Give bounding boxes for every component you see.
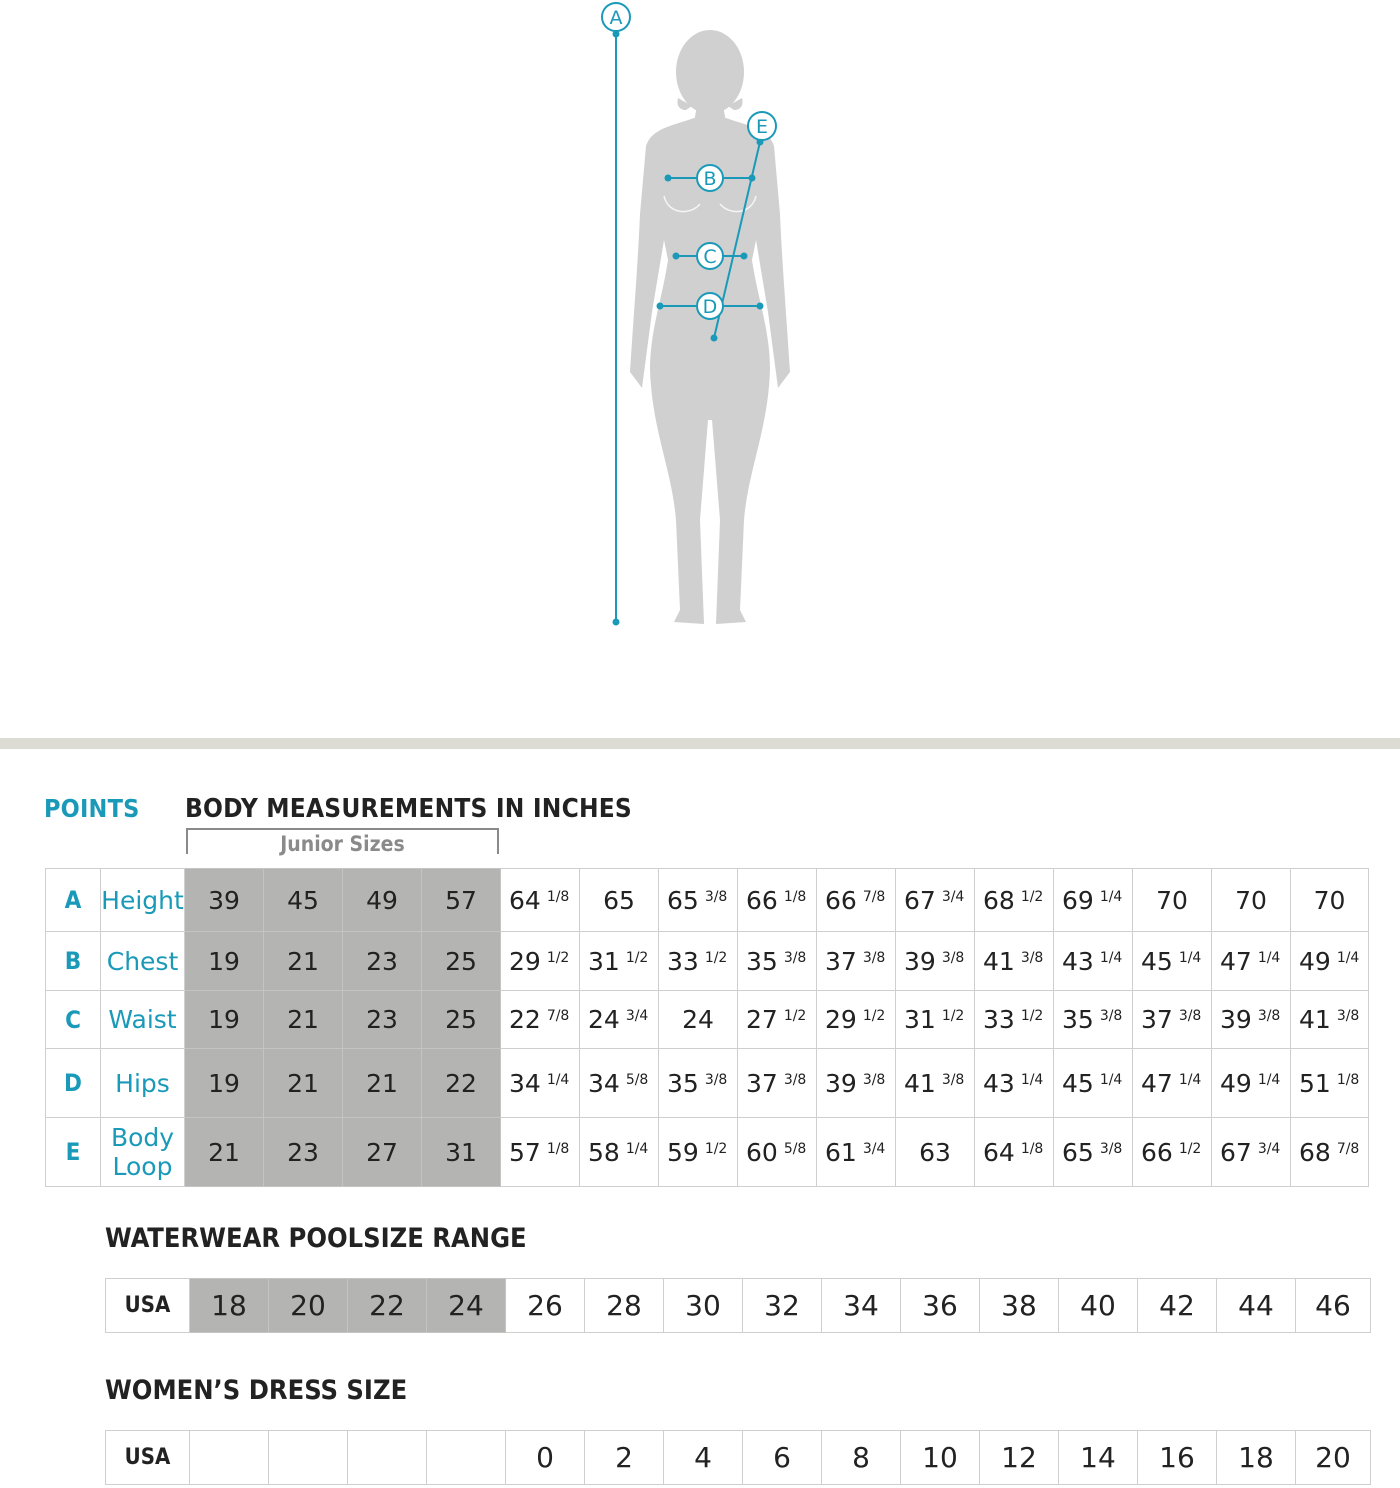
measurement-row (46, 932, 1369, 991)
size-value: 65 (1062, 1137, 1094, 1167)
size-cell (738, 991, 817, 1049)
size-value: 64 (509, 885, 541, 915)
size-cell (817, 869, 896, 932)
size-cell (1291, 932, 1369, 991)
size-cell (1291, 991, 1369, 1049)
poolsize-table (105, 1278, 1371, 1333)
size-value: 24 (588, 1005, 620, 1034)
size-value: 41 (904, 1068, 936, 1098)
size-value: 66 (746, 885, 778, 915)
size-value: 67 (904, 885, 936, 915)
size-cell (348, 1431, 427, 1485)
size-fraction: 1/8 (546, 1140, 570, 1157)
size-cell: 38 (980, 1279, 1059, 1333)
size-fraction: 1/8 (546, 888, 570, 905)
junior-size-cell (422, 932, 501, 991)
size-fraction: 3/8 (783, 1071, 807, 1088)
size-cell (896, 1049, 975, 1118)
size-value: 68 (983, 885, 1015, 915)
size-value: 57 (509, 1137, 541, 1167)
size-cell (501, 932, 580, 991)
size-value: 37 (1141, 1005, 1173, 1034)
size-value: 35 (667, 1068, 699, 1098)
size-fraction: 3/8 (704, 1071, 728, 1088)
size-value: 45 (1141, 946, 1173, 976)
junior-size-cell: 22 (348, 1279, 427, 1333)
measurement-name-text: Body (110, 1123, 175, 1152)
size-fraction: 7/8 (1336, 1140, 1360, 1157)
size-value: 39 (904, 946, 936, 976)
size-value: 41 (983, 946, 1015, 976)
junior-size-cell (343, 1118, 422, 1187)
junior-size-cell (264, 932, 343, 991)
size-value: 57 (445, 885, 477, 915)
size-fraction: 7/8 (546, 1008, 570, 1024)
size-fraction: 1/4 (1099, 949, 1123, 966)
size-value: 29 (825, 1005, 857, 1034)
point-letter: C (46, 991, 101, 1049)
size-fraction: 1/2 (704, 1140, 728, 1157)
marker-b-label: B (703, 168, 717, 190)
size-cell (817, 1118, 896, 1187)
junior-size-cell (264, 1049, 343, 1118)
measurement-name-text: Height (101, 885, 184, 915)
size-fraction: 1/2 (704, 949, 728, 966)
poolsize-heading: WATERWEAR POOLSIZE RANGE (105, 1223, 527, 1254)
size-fraction: 3/8 (1257, 1008, 1281, 1024)
junior-sizes-label: Junior Sizes (280, 832, 405, 856)
size-cell (896, 1118, 975, 1187)
size-cell: 26 (506, 1279, 585, 1333)
measurement-name (101, 1049, 185, 1118)
size-cell (580, 869, 659, 932)
size-value: 68 (1299, 1137, 1331, 1167)
size-value: 70 (1313, 885, 1346, 915)
junior-size-cell (422, 869, 501, 932)
size-fraction: 1/4 (1099, 888, 1123, 905)
size-cell: 14 (1059, 1431, 1138, 1485)
size-value: 22 (509, 1005, 541, 1034)
measurement-name-text: Hips (115, 1068, 170, 1098)
size-value: 37 (825, 946, 857, 976)
size-value: 47 (1220, 946, 1252, 976)
size-fraction: 5/8 (783, 1140, 807, 1157)
size-cell (1054, 991, 1133, 1049)
size-cell (1054, 1049, 1133, 1118)
size-cell (427, 1431, 506, 1485)
size-fraction: 3/8 (1336, 1008, 1360, 1024)
size-value: 35 (1062, 1005, 1094, 1034)
size-cell (580, 1049, 659, 1118)
size-value: 64 (983, 1137, 1015, 1167)
size-cell (817, 932, 896, 991)
size-fraction: 3/8 (783, 949, 807, 966)
size-cell: 28 (585, 1279, 664, 1333)
measurement-row (46, 991, 1369, 1049)
size-fraction: 3/4 (941, 888, 965, 905)
size-value: 23 (287, 1137, 319, 1167)
junior-sizes-bracket (186, 828, 499, 854)
size-value: 60 (746, 1137, 778, 1167)
size-value: 43 (1062, 946, 1094, 976)
dress-size-table (105, 1430, 1371, 1485)
junior-size-cell (185, 1118, 264, 1187)
size-value: 69 (1062, 885, 1094, 915)
size-fraction: 3/8 (1178, 1008, 1202, 1024)
size-fraction: 3/4 (625, 1008, 649, 1024)
size-value: 58 (588, 1137, 620, 1167)
junior-size-cell: 24 (427, 1279, 506, 1333)
size-value: 70 (1235, 885, 1267, 915)
size-value: 27 (746, 1005, 778, 1034)
size-fraction: 1/4 (1336, 949, 1360, 966)
junior-size-cell: 20 (269, 1279, 348, 1333)
points-heading: POINTS (44, 794, 140, 823)
size-value: 23 (366, 1005, 398, 1034)
size-cell (738, 1049, 817, 1118)
size-value: 19 (208, 1068, 240, 1098)
size-value: 70 (1156, 885, 1188, 915)
junior-size-cell (185, 869, 264, 932)
size-cell: 6 (743, 1431, 822, 1485)
junior-size-cell (343, 869, 422, 932)
point-letter: E (46, 1118, 101, 1187)
size-value: 25 (445, 1005, 477, 1034)
size-cell (1212, 991, 1291, 1049)
size-fraction: 1/2 (941, 1008, 965, 1024)
size-value: 49 (1220, 1068, 1252, 1098)
size-value: 45 (287, 885, 319, 915)
size-cell (1133, 1049, 1212, 1118)
size-cell: 4 (664, 1431, 743, 1485)
size-cell (1133, 869, 1212, 932)
size-fraction: 1/2 (783, 1008, 807, 1024)
size-value: 21 (287, 1005, 319, 1034)
size-cell: 10 (901, 1431, 980, 1485)
size-cell: 2 (585, 1431, 664, 1485)
size-value: 29 (509, 946, 541, 976)
size-cell: 8 (822, 1431, 901, 1485)
junior-size-cell (185, 991, 264, 1049)
size-fraction: 1/4 (1020, 1071, 1044, 1088)
size-value: 49 (366, 885, 398, 915)
size-cell: 34 (822, 1279, 901, 1333)
size-cell (896, 991, 975, 1049)
size-value: 49 (1299, 946, 1331, 976)
dress-size-row (106, 1431, 1371, 1485)
size-cell (1291, 869, 1369, 932)
size-value: 19 (208, 946, 240, 976)
measurement-name-text: Chest (106, 946, 179, 976)
size-value: 39 (208, 885, 240, 915)
size-cell (659, 932, 738, 991)
size-value: 34 (588, 1068, 620, 1098)
size-value: 33 (667, 946, 699, 976)
size-cell (975, 1118, 1054, 1187)
junior-size-cell (343, 932, 422, 991)
poolsize-row (106, 1279, 1371, 1333)
size-value: 39 (1220, 1005, 1252, 1034)
size-cell (817, 991, 896, 1049)
size-cell: 36 (901, 1279, 980, 1333)
size-cell (1212, 1118, 1291, 1187)
size-cell (975, 991, 1054, 1049)
size-cell (975, 932, 1054, 991)
measurement-name-text: Loop (112, 1152, 173, 1181)
size-cell (501, 991, 580, 1049)
size-cell: 30 (664, 1279, 743, 1333)
size-fraction: 3/8 (1020, 949, 1044, 966)
size-fraction: 1/2 (1020, 888, 1044, 905)
size-cell (1291, 1049, 1369, 1118)
size-cell (580, 1118, 659, 1187)
size-value: 35 (746, 946, 778, 976)
size-value: 65 (667, 885, 699, 915)
size-cell: 32 (743, 1279, 822, 1333)
size-fraction: 3/8 (1099, 1008, 1123, 1024)
point-letter: A (46, 869, 101, 932)
size-cell (1054, 1118, 1133, 1187)
size-value: 63 (919, 1137, 951, 1167)
size-cell: 0 (506, 1431, 585, 1485)
size-cell (1291, 1118, 1369, 1187)
junior-size-cell (343, 991, 422, 1049)
junior-size-cell (422, 991, 501, 1049)
size-fraction: 1/8 (1020, 1140, 1044, 1157)
size-cell (1133, 932, 1212, 991)
dress-size-heading: WOMEN’S DRESS SIZE (105, 1375, 408, 1406)
size-fraction: 1/4 (625, 1140, 649, 1157)
size-fraction: 1/4 (1099, 1071, 1123, 1088)
usa-label: USA (106, 1431, 190, 1485)
marker-d-label: D (702, 296, 718, 318)
size-value: 65 (603, 885, 635, 915)
junior-size-cell (185, 932, 264, 991)
size-fraction: 5/8 (625, 1071, 649, 1088)
size-cell: 40 (1059, 1279, 1138, 1333)
size-fraction: 1/4 (1178, 1071, 1202, 1088)
size-fraction: 1/4 (1178, 949, 1202, 966)
size-fraction: 1/2 (546, 949, 570, 966)
size-cell (1133, 1118, 1212, 1187)
size-value: 39 (825, 1068, 857, 1098)
marker-c-label: C (703, 246, 717, 268)
size-cell (659, 869, 738, 932)
size-value: 21 (287, 946, 319, 976)
size-fraction: 7/8 (862, 888, 886, 905)
size-value: 59 (667, 1137, 699, 1167)
measurement-row (46, 1118, 1369, 1187)
size-value: 34 (509, 1068, 541, 1098)
usa-label: USA (106, 1279, 190, 1333)
size-fraction: 3/8 (862, 949, 886, 966)
point-letter: D (46, 1049, 101, 1118)
size-cell (190, 1431, 269, 1485)
junior-size-cell (185, 1049, 264, 1118)
junior-size-cell: 18 (190, 1279, 269, 1333)
measurement-name (101, 932, 185, 991)
size-fraction: 1/4 (1257, 949, 1281, 966)
size-value: 45 (1062, 1068, 1094, 1098)
size-cell: 44 (1217, 1279, 1296, 1333)
size-fraction: 1/4 (1257, 1071, 1281, 1088)
size-fraction: 3/8 (941, 1071, 965, 1088)
junior-size-cell (264, 869, 343, 932)
size-cell (975, 869, 1054, 932)
size-cell: 46 (1296, 1279, 1371, 1333)
size-fraction: 1/2 (862, 1008, 886, 1024)
size-value: 21 (287, 1068, 319, 1098)
size-cell (659, 1118, 738, 1187)
junior-size-cell (422, 1049, 501, 1118)
marker-a-label: A (609, 7, 623, 29)
size-cell: 42 (1138, 1279, 1217, 1333)
size-fraction: 3/4 (862, 1140, 886, 1157)
junior-size-cell (343, 1049, 422, 1118)
size-cell (896, 869, 975, 932)
size-cell (501, 1118, 580, 1187)
size-fraction: 1/2 (1178, 1140, 1202, 1157)
size-cell (975, 1049, 1054, 1118)
size-cell: 12 (980, 1431, 1059, 1485)
measurement-row (46, 869, 1369, 932)
size-value: 27 (366, 1137, 398, 1167)
size-cell (1212, 932, 1291, 991)
size-cell (738, 932, 817, 991)
size-fraction: 1/2 (625, 949, 649, 966)
size-value: 43 (983, 1068, 1015, 1098)
size-value: 19 (208, 1005, 240, 1034)
size-fraction: 3/8 (704, 888, 728, 905)
size-value: 22 (445, 1068, 477, 1098)
size-value: 33 (983, 1005, 1015, 1034)
size-value: 61 (825, 1137, 857, 1167)
measurement-name-text: Waist (108, 1005, 177, 1034)
size-cell: 16 (1138, 1431, 1217, 1485)
size-value: 47 (1141, 1068, 1173, 1098)
size-cell (738, 869, 817, 932)
size-cell (580, 932, 659, 991)
size-cell (501, 1049, 580, 1118)
size-value: 66 (1141, 1137, 1173, 1167)
measurement-name (101, 991, 185, 1049)
size-cell: 20 (1296, 1431, 1371, 1485)
size-fraction: 3/8 (941, 949, 965, 966)
size-cell (738, 1118, 817, 1187)
junior-size-cell (264, 1118, 343, 1187)
size-value: 21 (208, 1137, 240, 1167)
size-value: 31 (588, 946, 620, 976)
size-value: 31 (904, 1005, 936, 1034)
measurements-heading: BODY MEASUREMENTS IN INCHES (185, 794, 632, 824)
size-cell (1054, 932, 1133, 991)
size-fraction: 1/2 (1020, 1008, 1044, 1024)
size-cell (1133, 991, 1212, 1049)
size-fraction: 1/8 (783, 888, 807, 905)
size-cell (896, 932, 975, 991)
size-fraction: 3/8 (862, 1071, 886, 1088)
size-cell (817, 1049, 896, 1118)
measurement-name (101, 869, 185, 932)
size-value: 66 (825, 885, 857, 915)
size-value: 67 (1220, 1137, 1252, 1167)
size-cell (501, 869, 580, 932)
size-fraction: 1/8 (1336, 1071, 1360, 1088)
section-divider (0, 738, 1400, 749)
junior-size-cell (422, 1118, 501, 1187)
size-cell (1212, 869, 1291, 932)
size-cell: 18 (1217, 1431, 1296, 1485)
body-measurement-figure (0, 0, 1400, 700)
marker-e-label: E (755, 116, 769, 138)
junior-size-cell (264, 991, 343, 1049)
size-cell (1054, 869, 1133, 932)
size-value: 25 (445, 946, 477, 976)
size-value: 41 (1299, 1005, 1331, 1034)
size-value: 21 (366, 1068, 398, 1098)
size-value: 23 (366, 946, 398, 976)
size-cell (659, 991, 738, 1049)
measurement-row (46, 1049, 1369, 1118)
body-measurements-table (45, 868, 1369, 1187)
point-letter: B (46, 932, 101, 991)
size-fraction: 1/4 (546, 1071, 570, 1088)
size-value: 31 (445, 1137, 477, 1167)
size-fraction: 3/4 (1257, 1140, 1281, 1157)
measurement-name (101, 1118, 185, 1187)
size-value: 37 (746, 1068, 778, 1098)
size-cell (1212, 1049, 1291, 1118)
size-cell (269, 1431, 348, 1485)
size-value: 51 (1299, 1068, 1331, 1098)
size-value: 24 (682, 1005, 714, 1034)
size-cell (659, 1049, 738, 1118)
size-fraction: 3/8 (1099, 1140, 1123, 1157)
size-cell (580, 991, 659, 1049)
